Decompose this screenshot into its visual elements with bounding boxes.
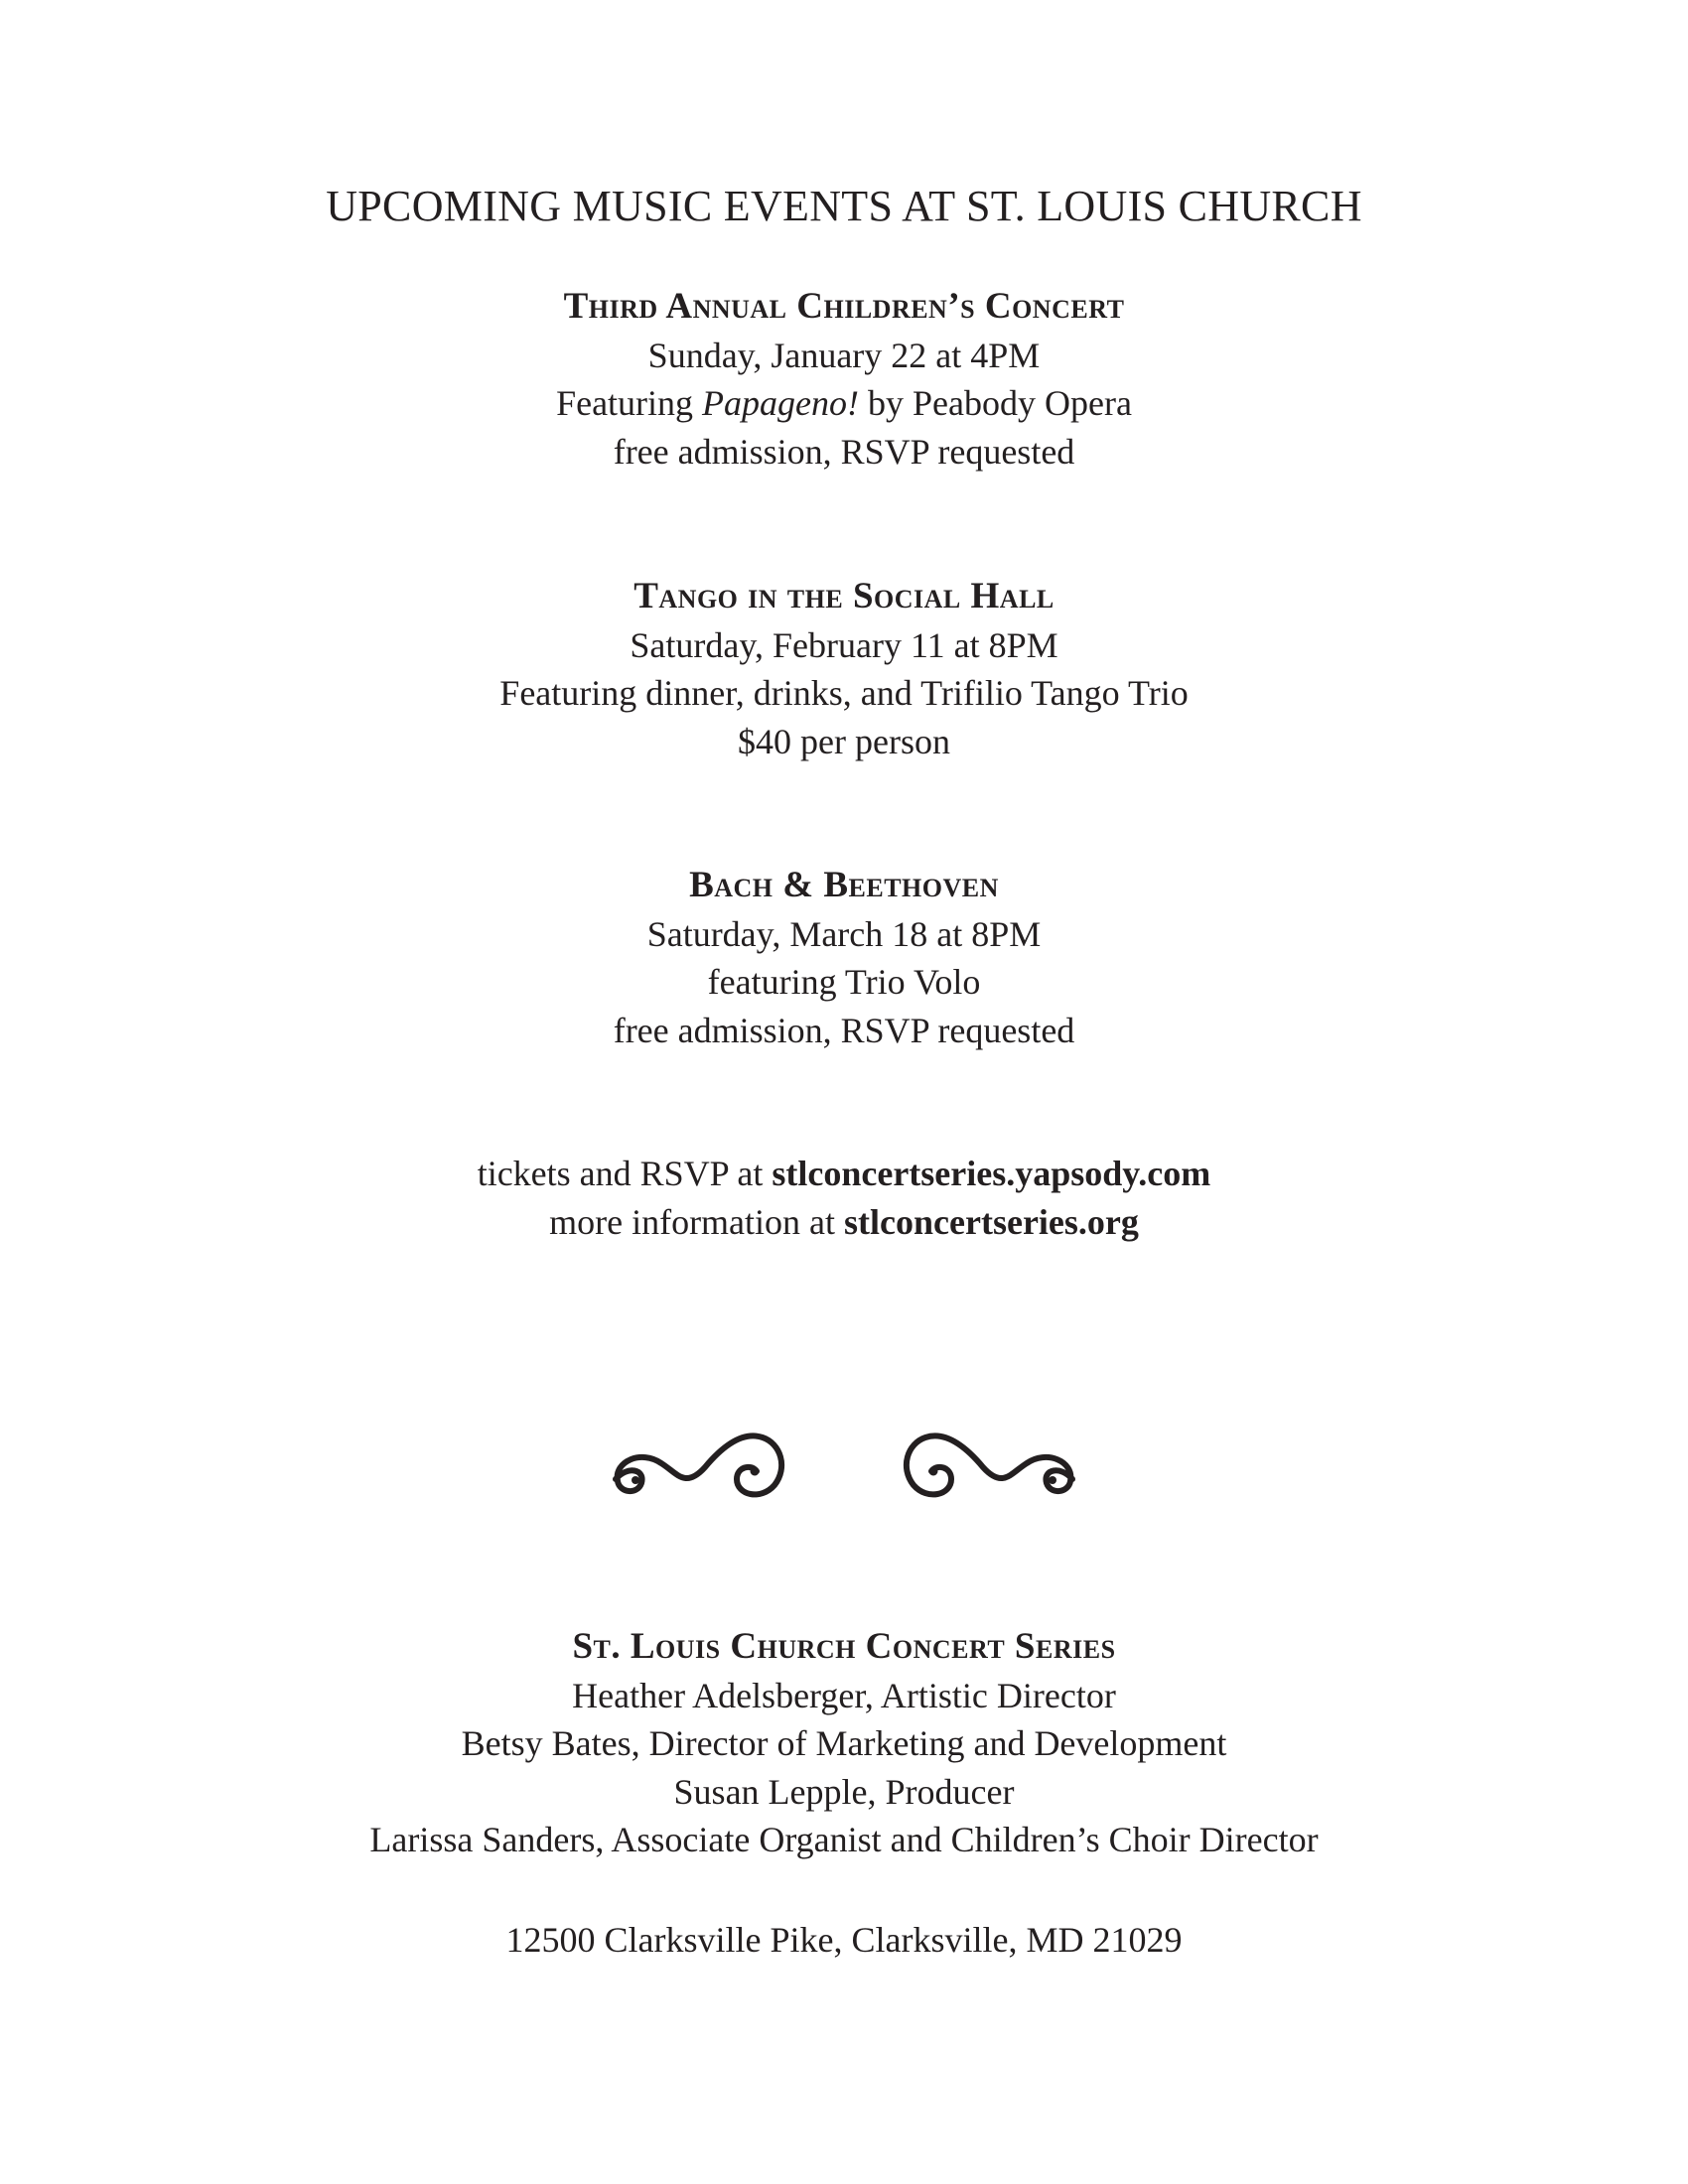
event-title: Third Annual Children’s Concert xyxy=(563,286,1125,327)
church-address: 12500 Clarksville Pike, Clarksville, MD 21029 xyxy=(505,1920,1183,1960)
scroll-flourish-icon xyxy=(586,1410,1102,1529)
featured-work: Papageno! xyxy=(702,383,860,423)
event-title: Tango in the Social Hall xyxy=(633,576,1055,616)
left-scroll xyxy=(616,1435,781,1494)
event-featuring xyxy=(0,379,1688,428)
concert-series-credits xyxy=(0,1623,1688,1864)
staff-line: Heather Adelsberger, Artistic Director xyxy=(572,1675,1116,1715)
tickets-prefix: tickets and RSVP at xyxy=(477,1154,764,1193)
staff-line: Larissa Sanders, Associate Organist and Children’s Choir Director xyxy=(369,1820,1319,1859)
event-bach-beethoven xyxy=(0,862,1688,1054)
event-date: Sunday, January 22 at 4PM xyxy=(647,335,1041,375)
info-link[interactable]: stlconcertseries.org xyxy=(844,1201,1139,1242)
staff-line: Susan Lepple, Producer xyxy=(673,1771,1015,1812)
featuring-prefix: Featuring xyxy=(556,383,694,423)
featuring-suffix: by Peabody Opera xyxy=(868,383,1132,423)
event-date: Saturday, March 18 at 8PM xyxy=(646,913,1042,954)
event-admission: free admission, RSVP requested xyxy=(613,431,1075,472)
event-featuring: featuring Trio Volo xyxy=(707,962,981,1002)
event-featuring: Featuring dinner, drinks, and Trifilio Tango Trio xyxy=(499,673,1189,713)
series-title: St. Louis Church Concert Series xyxy=(572,1626,1116,1667)
info-line xyxy=(0,1198,1688,1247)
event-tango xyxy=(0,573,1688,765)
staff-line: Betsy Bates, Director of Marketing and Development xyxy=(461,1723,1227,1763)
info-prefix: more information at xyxy=(549,1201,836,1242)
right-scroll xyxy=(907,1435,1072,1494)
tickets-link[interactable]: stlconcertseries.yapsody.com xyxy=(772,1154,1211,1193)
event-childrens-concert xyxy=(0,283,1688,476)
event-admission: free admission, RSVP requested xyxy=(613,1010,1075,1050)
event-admission: $40 per person xyxy=(738,721,950,761)
tickets-line xyxy=(0,1150,1688,1198)
event-title: Bach & Beethoven xyxy=(689,865,999,905)
event-date: Saturday, February 11 at 8PM xyxy=(630,624,1058,665)
links-section xyxy=(0,1150,1688,1246)
page-title: UPCOMING MUSIC EVENTS AT ST. LOUIS CHURCH xyxy=(326,182,1362,230)
